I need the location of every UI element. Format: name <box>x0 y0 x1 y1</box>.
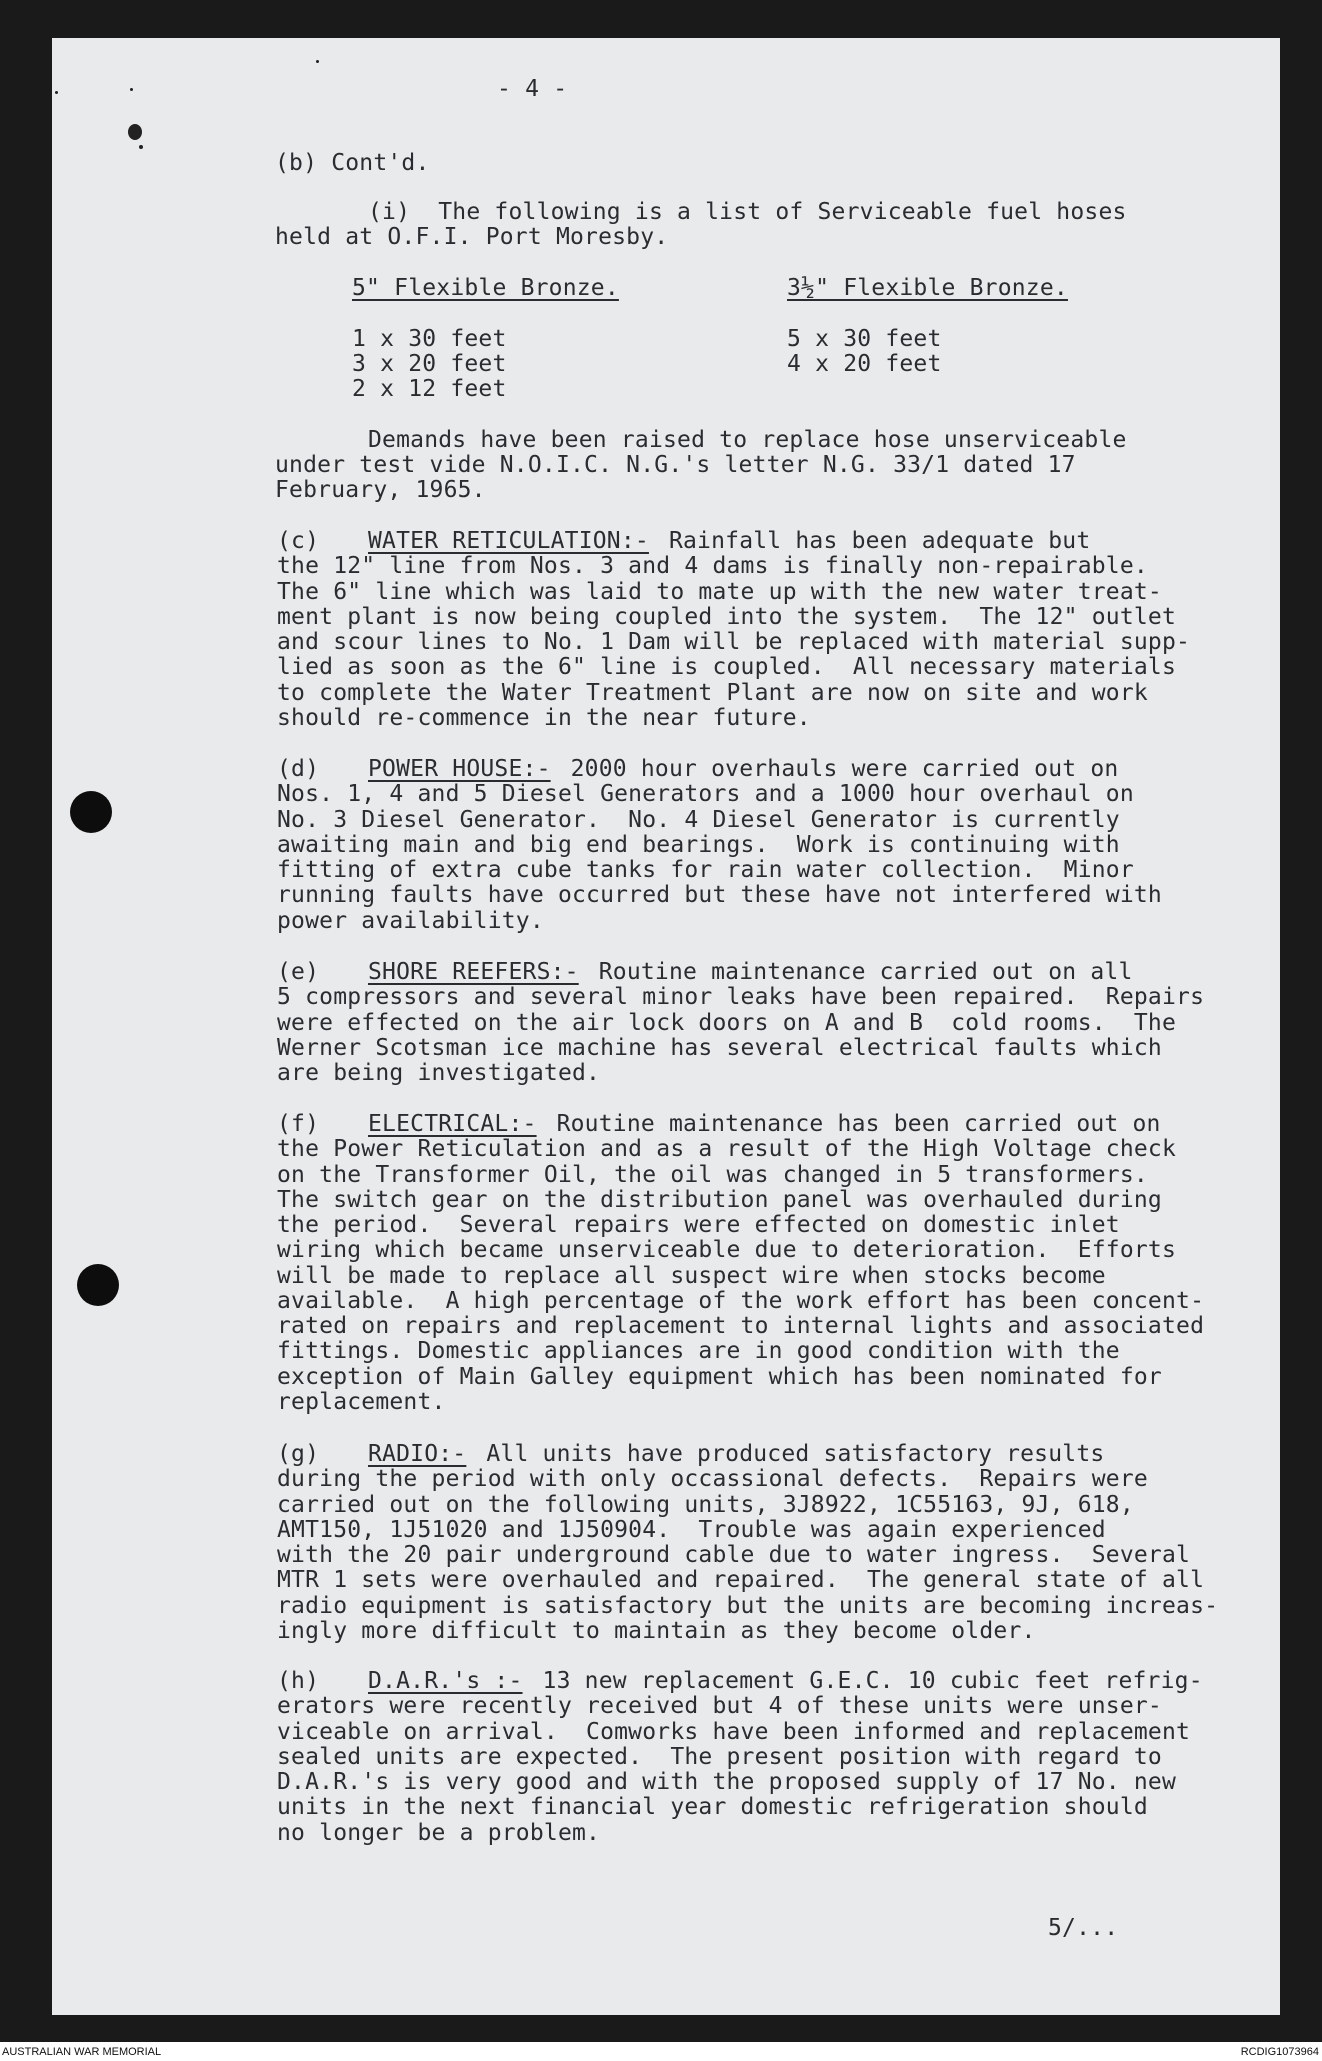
section-line: D.A.R.'s is very good and with the proposed supply of 17 No. new <box>277 1769 1177 1795</box>
section-line: are being investigated. <box>277 1060 601 1086</box>
hoses-intro-line: (i) The following is a list of Serviceable fuel hoses <box>368 199 1127 225</box>
section-first-line: 13 new replacement G.E.C. 10 cubic feet refrig- <box>542 1668 1203 1694</box>
archive-footer <box>0 2042 1322 2061</box>
section-letter: (e) <box>277 959 320 985</box>
section-first-line: All units have produced satisfactory results <box>486 1441 1105 1467</box>
page-number: - 4 - <box>497 76 568 102</box>
footer-record-id: RCDIG1073964 <box>1240 2046 1319 2058</box>
section-line: to complete the Water Treatment Plant are now on site and work <box>277 680 1148 706</box>
hose-column-heading-5in: 5" Flexible Bronze. <box>352 275 619 301</box>
section-letter: (d) <box>277 756 320 782</box>
paper-speck <box>139 145 143 149</box>
paper-speck <box>128 124 142 140</box>
section-line: AMT150, 1J51020 and 1J50904. Trouble was again experienced <box>277 1517 1106 1543</box>
section-line: and scour lines to No. 1 Dam will be replaced with material supp- <box>277 629 1191 655</box>
section-line: units in the next financial year domestic refrigeration should <box>277 1794 1148 1820</box>
section-line: carried out on the following units, 3J8922, 1C55163, 9J, 618, <box>277 1492 1134 1518</box>
section-line: No. 3 Diesel Generator. No. 4 Diesel Generator is currently <box>277 807 1120 833</box>
paper-speck <box>130 88 133 91</box>
demands-line: Demands have been raised to replace hose unserviceable <box>368 427 1127 453</box>
section-line: radio equipment is satisfactory but the units are becoming increas- <box>277 1593 1219 1619</box>
continued-heading: (b) Cont'd. <box>275 150 430 176</box>
section-line: sealed units are expected. The present position with regard to <box>277 1744 1162 1770</box>
section-line: fittings. Domestic appliances are in good condition with the <box>277 1338 1120 1364</box>
section-line: during the period with only occassional defects. Repairs were <box>277 1466 1148 1492</box>
section-line: should re-commence in the near future. <box>277 705 811 731</box>
section-line: ingly more difficult to maintain as they become older. <box>277 1618 1036 1644</box>
hose-item: 2 x 12 feet <box>352 376 507 402</box>
section-line: on the Transformer Oil, the oil was changed in 5 transformers. <box>277 1162 1148 1188</box>
section-letter: (f) <box>277 1111 320 1137</box>
hose-item: 3 x 20 feet <box>352 351 507 377</box>
section-line: fitting of extra cube tanks for rain water collection. Minor <box>277 857 1134 883</box>
section-title: POWER HOUSE:- <box>368 756 551 782</box>
section-first-line: Routine maintenance has been carried out on <box>556 1111 1161 1137</box>
hose-column-heading-3half-in: 3½" Flexible Bronze. <box>787 275 1068 301</box>
section-title: WATER RETICULATION:- <box>368 528 649 554</box>
demands-line: under test vide N.O.I.C. N.G.'s letter N.G. 33/1 dated 17 <box>275 452 1076 478</box>
section-line: exception of Main Galley equipment which has been nominated for <box>277 1364 1162 1390</box>
section-title: RADIO:- <box>368 1441 467 1467</box>
section-letter: (h) <box>277 1668 320 1694</box>
hose-item: 4 x 20 feet <box>787 351 942 377</box>
paper-speck <box>316 60 319 63</box>
section-line: Werner Scotsman ice machine has several electrical faults which <box>277 1035 1162 1061</box>
section-title: ELECTRICAL:- <box>368 1111 537 1137</box>
section-first-line: Rainfall has been adequate but <box>668 528 1091 554</box>
section-line: lied as soon as the 6" line is coupled. All necessary materials <box>277 654 1177 680</box>
section-first-line: 2000 hour overhauls were carried out on <box>570 756 1119 782</box>
section-line: The switch gear on the distribution panel was overhauled during <box>277 1187 1162 1213</box>
section-first-line: Routine maintenance carried out on all <box>598 959 1133 985</box>
section-line: the Power Reticulation and as a result of the High Voltage check <box>277 1136 1177 1162</box>
hose-item: 5 x 30 feet <box>787 326 942 352</box>
section-line: with the 20 pair underground cable due to water ingress. Several <box>277 1542 1191 1568</box>
section-line: replacement. <box>277 1389 446 1415</box>
footer-archive-name: AUSTRALIAN WAR MEMORIAL <box>2 2046 162 2058</box>
section-line: the 12" line from Nos. 3 and 4 dams is finally non-repairable. <box>277 553 1148 579</box>
section-title: D.A.R.'s :- <box>368 1668 523 1694</box>
hoses-intro-line: held at O.F.I. Port Moresby. <box>275 224 669 250</box>
section-line: available. A high percentage of the work effort has been concent- <box>277 1288 1205 1314</box>
section-line: 5 compressors and several minor leaks have been repaired. Repairs <box>277 984 1205 1010</box>
section-title: SHORE REEFERS:- <box>368 959 579 985</box>
section-line: MTR 1 sets were overhauled and repaired. The general state of all <box>277 1567 1205 1593</box>
section-line: rated on repairs and replacement to internal lights and associated <box>277 1313 1205 1339</box>
section-line: viceable on arrival. Comworks have been informed and replacement <box>277 1719 1191 1745</box>
section-line: will be made to replace all suspect wire when stocks become <box>277 1263 1106 1289</box>
section-line: power availability. <box>277 908 544 934</box>
section-line: The 6" line which was laid to mate up with the new water treat- <box>277 579 1162 605</box>
section-line: ment plant is now being coupled into the system. The 12" outlet <box>277 604 1177 630</box>
punch-hole-top <box>70 791 112 833</box>
demands-line: February, 1965. <box>275 477 486 503</box>
section-line: wiring which became unserviceable due to deterioration. Efforts <box>277 1237 1177 1263</box>
section-line: awaiting main and big end bearings. Work is continuing with <box>277 832 1120 858</box>
hose-item: 1 x 30 feet <box>352 326 507 352</box>
paper-speck <box>55 91 58 94</box>
section-line: erators were recently received but 4 of these units were unser- <box>277 1693 1162 1719</box>
section-line: Nos. 1, 4 and 5 Diesel Generators and a 1000 hour overhaul on <box>277 781 1134 807</box>
section-letter: (g) <box>277 1441 320 1467</box>
punch-hole-bottom <box>77 1264 119 1306</box>
section-line: running faults have occurred but these have not interfered with <box>277 882 1162 908</box>
section-line: no longer be a problem. <box>277 1820 601 1846</box>
page-continuation: 5/... <box>1048 1915 1119 1941</box>
section-letter: (c) <box>277 528 320 554</box>
section-line: the period. Several repairs were effected on domestic inlet <box>277 1212 1120 1238</box>
section-line: were effected on the air lock doors on A and B cold rooms. The <box>277 1010 1177 1036</box>
